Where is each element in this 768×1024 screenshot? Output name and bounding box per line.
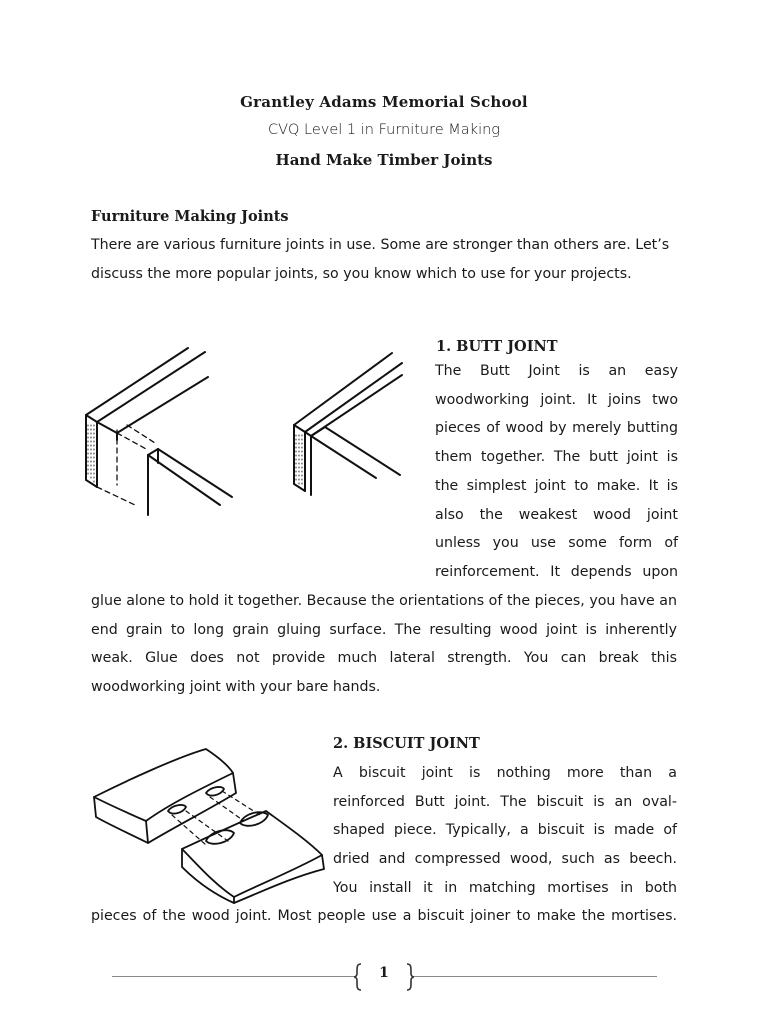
text-line: pieces of wood by merely butting (435, 420, 678, 437)
text-line: reinforced Butt joint. The biscuit is an oval- (333, 793, 677, 810)
text-line: reinforcement. It depends upon (435, 563, 678, 580)
text-line: woodworking joint with your bare hands. (91, 679, 381, 696)
biscuit-joint-full-text (91, 902, 677, 931)
text-line: A biscuit joint is nothing more than a (333, 765, 677, 781)
text-line: pieces of the wood joint. Most people use a biscuit joiner to make the mortises. (91, 908, 677, 924)
butt-joint-illustration (80, 345, 420, 545)
school-name: Grantley Adams Memorial School (240, 93, 528, 111)
page-number-brace-right-icon (404, 962, 416, 992)
text-line: dried and compressed wood, such as beech. (333, 851, 677, 868)
unit-title: Hand Make Timber Joints (275, 151, 493, 169)
text-line: them together. The butt joint is (435, 449, 678, 466)
footer-rule-right (413, 976, 657, 977)
text-line: weak. Glue does not provide much lateral strength. You can break this (91, 650, 677, 667)
butt-joint-title: 1. BUTT JOINT (436, 338, 558, 355)
butt-joint-side-text (435, 357, 678, 587)
page-number-brace-left-icon (352, 962, 364, 992)
intro-paragraph: There are various furniture joints in use. Some are stronger than others are. Let’s discuss the more popular joints, so you know which to use for your projects. (91, 237, 670, 282)
text-line: shaped piece. Typically, a biscuit is made of (333, 822, 677, 839)
text-line: The Butt Joint is an easy (435, 363, 678, 379)
text-line: unless you use some form of (435, 535, 678, 552)
course-title: CVQ Level 1 in Furniture Making (267, 122, 501, 138)
footer-rule-left (112, 976, 355, 977)
text-line: glue alone to hold it together. Because the orientations of the pieces, you have an (91, 593, 677, 609)
biscuit-joint-side-text (333, 759, 677, 903)
text-line: end grain to long grain gluing surface. The resulting wood joint is inherently (91, 621, 677, 638)
text-line: woodworking joint. It joins two (435, 391, 678, 408)
text-line: You install it in matching mortises in both (333, 879, 677, 896)
butt-joint-full-text (91, 587, 677, 702)
page-number: 1 (379, 965, 389, 981)
biscuit-joint-illustration (88, 745, 328, 905)
section-heading: Furniture Making Joints (91, 208, 289, 225)
biscuit-joint-title: 2. BISCUIT JOINT (333, 735, 480, 752)
text-line: also the weakest wood joint (435, 506, 678, 523)
text-line: the simplest joint to make. It is (435, 477, 678, 494)
